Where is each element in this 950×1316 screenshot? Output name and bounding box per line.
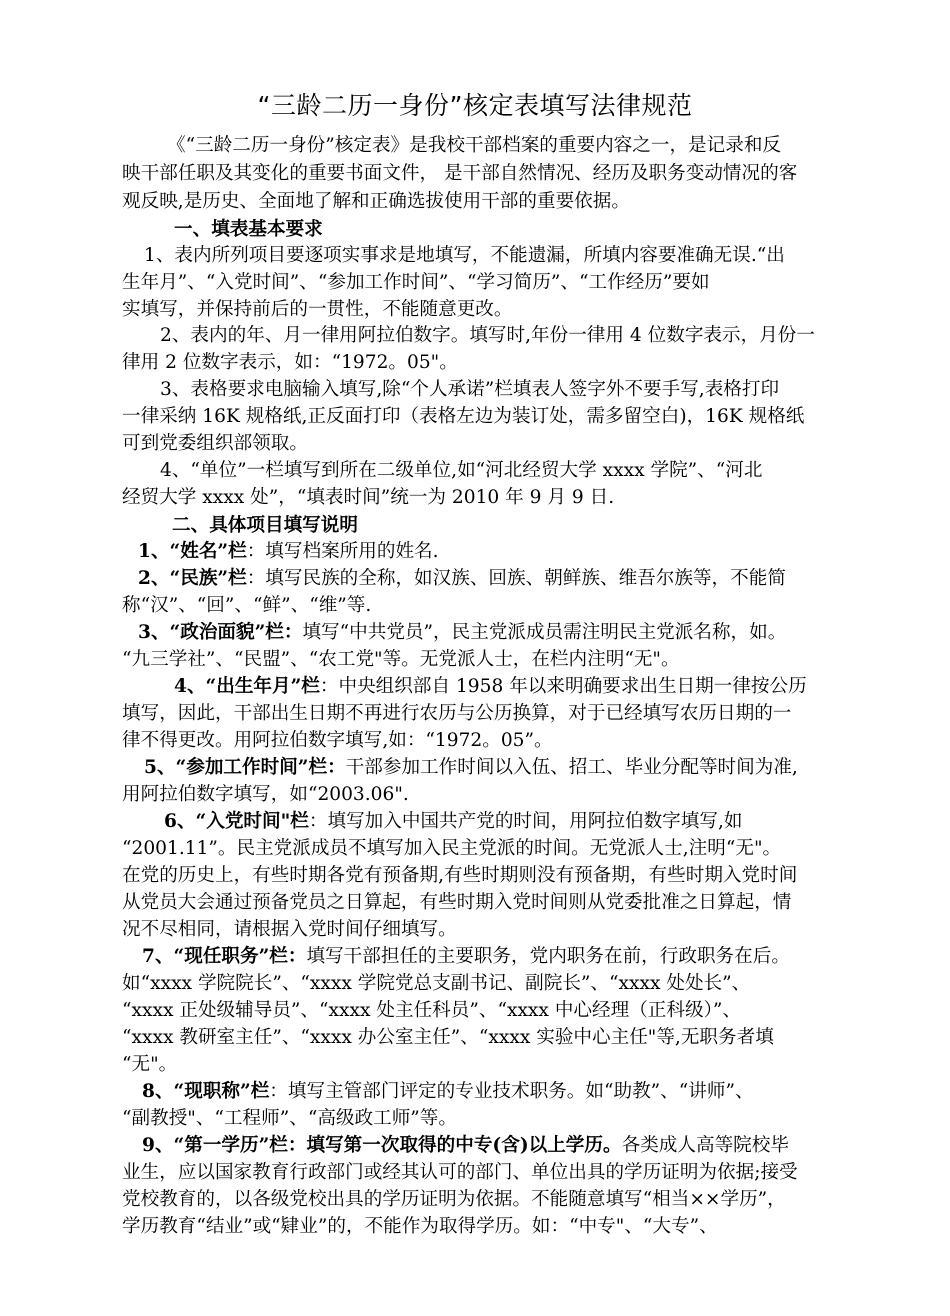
item-line: 律不得更改。用阿拉伯数字填写,如：“1972。05”。	[122, 730, 553, 751]
item-line: 从党员大会通过预备党员之日算起，有些时期入党时间则从党委批准之日算起，情	[122, 892, 792, 913]
item-label: 6、“入党时间"栏	[164, 811, 309, 832]
item-text: 各类成人高等院校毕	[621, 1135, 789, 1156]
item-text: ：中央组织部自 1958 年以来明确要求出生日期一律按公历	[319, 676, 807, 697]
document-title: “三龄二历一身份”核定表填写法律规范	[257, 91, 693, 120]
intro-line: 映干部任职及其变化的重要书面文件， 是干部自然情况、经历及职务变动情况的客	[122, 163, 798, 184]
req3-line: 一律采纳 16K 规格纸,正反面打印（表格左边为装订处，需多留空白)，16K 规格纸	[122, 406, 805, 427]
intro-line: 《“三龄二历一身份”核定表》是我校干部档案的重要内容之一，是记录和反	[167, 135, 782, 156]
item-line: “xxxx 正处级辅导员”、“xxxx 处主任科员”、“xxxx 中心经理（正科级）”、	[122, 1000, 741, 1021]
req4-line: 经贸大学 xxxx 处”，“填表时间”统一为 2010 年 9 月 9 日.	[122, 487, 615, 508]
item-line: “2001.11”。民主党派成员不填写加入民主党派的时间。无党派人士,注明“无"。	[122, 838, 782, 859]
item-label: 9、“第一学历”栏：填写第一次取得的中专(含)以上学历。	[142, 1135, 622, 1156]
item-label: 7、“现任职务”栏：	[142, 946, 307, 967]
section-heading: 一、填表基本要求	[174, 219, 323, 240]
item-text: 填写“中共党员”，民主党派成员需注明民主党派名称，如。	[302, 622, 787, 643]
item-line	[174, 673, 807, 701]
item-line: 学历教育“结业”或“肄业”的，不能作为取得学历。如：“中专"、“大专”、	[122, 1216, 718, 1237]
item-line: 填写，因此，干部出生日期不再进行农历与公历换算，对于已经填写农历日期的一	[122, 703, 792, 724]
item-line	[138, 565, 786, 593]
intro-line: 观反映,是历史、全面地了解和正确选拔使用干部的重要依据。	[122, 191, 630, 212]
item-label: 2、“民族”栏	[138, 568, 247, 589]
item-text: 填写干部担任的主要职务，党内职务在前，行政职务在后。	[306, 946, 790, 967]
item-line: 称“汉”、“回”、“鲜”、“维”等.	[122, 595, 372, 616]
item-line	[144, 754, 798, 782]
item-label: 5、“参加工作时间”栏：	[144, 757, 346, 778]
item-line: 业生，应以国家教育行政部门或经其认可的部门、单位出具的学历证明为依据;接受	[122, 1162, 798, 1183]
req2-line: 律用 2 位数字表示，如：“1972。05"。	[122, 352, 458, 373]
item-label: 4、“出生年月”栏	[174, 676, 320, 697]
item-line	[164, 808, 742, 836]
item-line: “副教授"、“工程师”、“高级政工师”等。	[122, 1108, 457, 1129]
item-line	[142, 1132, 789, 1160]
item-line: “无"。	[122, 1054, 178, 1075]
item-line: 在党的历史上，有些时期各党有预备期,有些时期则没有预备期，有些时期入党时间	[122, 865, 798, 886]
item-line	[142, 1078, 754, 1106]
item-label: 3、“政治面貌”栏：	[138, 622, 303, 643]
item-line	[138, 538, 439, 566]
item-line: 党校教育的，以各级党校出具的学历证明为依据。不能随意填写“相当××学历”，	[122, 1189, 786, 1210]
item-text: ：填写加入中国共产党的时间，用阿拉伯数字填写,如	[308, 811, 743, 832]
item-text: ：填写档案所用的姓名.	[246, 541, 439, 562]
item-line: 况不尽相同，请根据入党时间仔细填写。	[122, 919, 457, 940]
item-text: 干部参加工作时间以入伍、招工、毕业分配等时间为准,	[345, 757, 798, 778]
item-label: 8、“现职称”栏	[142, 1081, 270, 1102]
section-heading: 二、具体项目填写说明	[172, 515, 358, 536]
item-text: ：填写主管部门评定的专业技术职务。如“助教”、“讲师”、	[269, 1081, 754, 1102]
item-label: 1、“姓名”栏	[138, 541, 247, 562]
req1-line: 生年月”、“入党时间”、“参加工作时间”、“学习简历”、“工作经历”要如	[122, 272, 710, 293]
req4-line: 4、“单位”一栏填写到所在二级单位,如“河北经贸大学 xxxx 学院”、“河北	[160, 460, 763, 481]
req1-line: 实填写，并保持前后的一贯性，不能随意更改。	[122, 299, 513, 320]
item-text: ：填写民族的全称，如汉族、回族、朝鲜族、维吾尔族等，不能简	[246, 568, 786, 589]
item-line: 如“xxxx 学院院长”、“xxxx 学院党总支副书记、副院长”、“xxxx 处处长”、	[122, 973, 751, 994]
req3-line: 3、表格要求电脑输入填写,除“个人承诺”栏填表人签字外不要手写,表格打印	[160, 379, 780, 400]
req2-line: 2、表内的年、月一律用阿拉伯数字。填写时,年份一律用 4 位数字表示，月份一	[160, 325, 815, 346]
req3-line: 可到党委组织部领取。	[122, 433, 308, 454]
item-line	[138, 619, 786, 647]
req1-line: 1、表内所列项目要逐项实事求是地填写，不能遗漏，所填内容要准确无误.“出	[144, 245, 785, 266]
item-line: 用阿拉伯数字填写，如“2003.06".	[122, 784, 409, 805]
item-line: “xxxx 教研室主任”、“xxxx 办公室主任”、“xxxx 实验中心主任"等,无职务者填	[122, 1027, 774, 1048]
item-line: “九三学社”、“民盟”、“农工党"等。无党派人士，在栏内注明“无"。	[122, 649, 680, 670]
item-line	[142, 943, 790, 971]
